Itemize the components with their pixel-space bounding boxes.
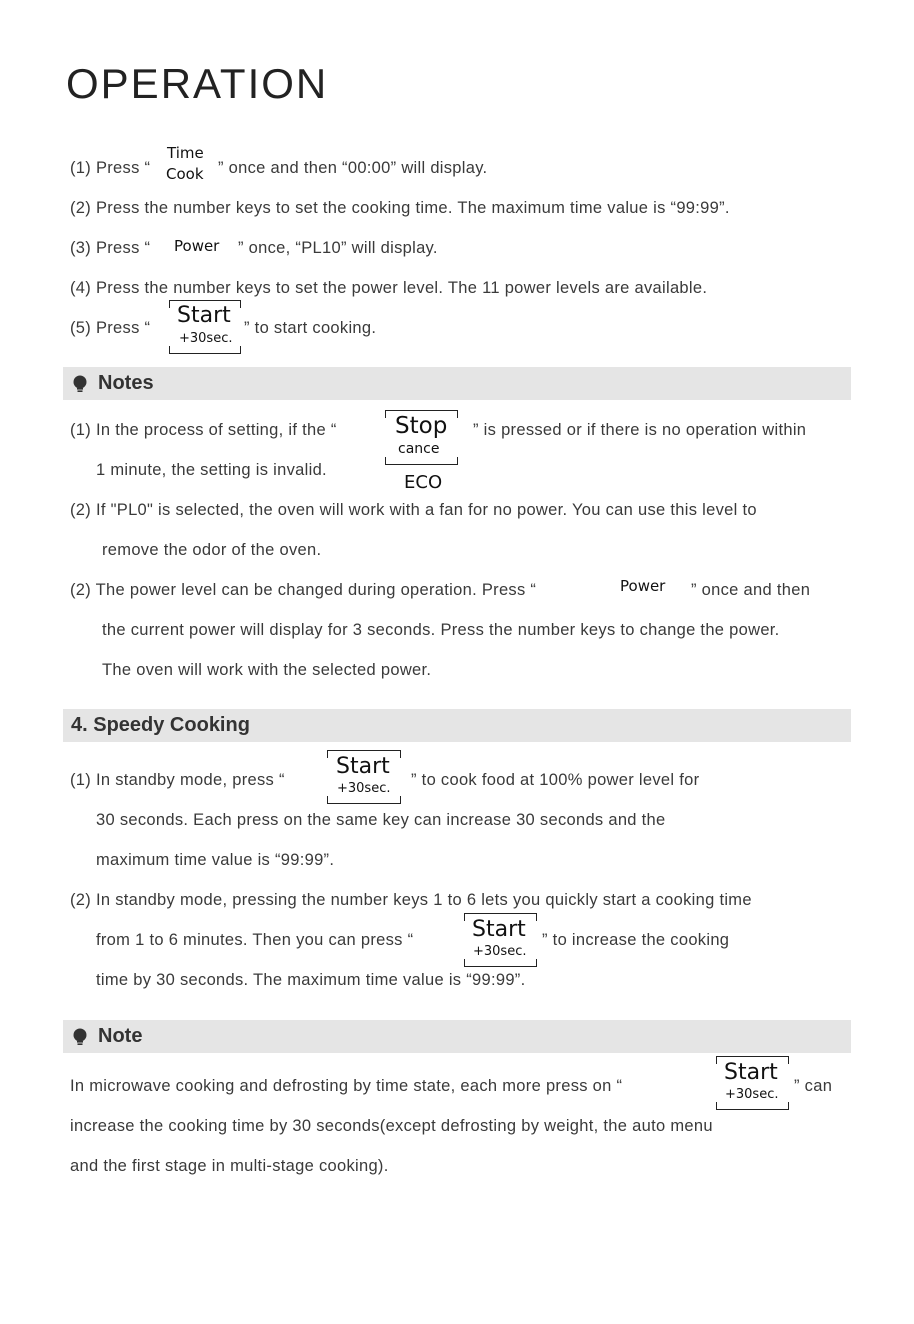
cancel-key-sublabel: cance — [398, 441, 440, 457]
note-heading: Note — [98, 1025, 143, 1047]
speedy-2: (2) In standby mode, pressing the number keys 1 to 6 lets you quickly start a cooking time — [70, 891, 752, 909]
step-5-prefix: (5) Press “ — [70, 319, 151, 337]
start-key-label: Start — [472, 917, 526, 942]
cook-key-bottom-label: Cook — [166, 165, 204, 183]
step-3-prefix: (3) Press “ — [70, 239, 151, 257]
note-3-suffix: ” once and then — [691, 581, 811, 599]
start-key-sublabel: +30sec. — [179, 331, 233, 346]
lightbulb-icon — [71, 1028, 89, 1046]
note-3-line-2: the current power will display for 3 seconds. Press the number keys to change the power. — [102, 621, 780, 639]
power-key-label: Power — [174, 237, 220, 255]
stop-key-label: Stop — [395, 413, 448, 439]
speedy-1-prefix: (1) In standby mode, press “ — [70, 771, 285, 789]
step-5-suffix: ” to start cooking. — [244, 319, 377, 337]
start-key-label: Start — [724, 1060, 778, 1085]
note-text-line-3: and the first stage in multi-stage cooking). — [70, 1157, 389, 1175]
note-text-line-2: increase the cooking time by 30 seconds(except defrosting by weight, the auto menu — [70, 1117, 713, 1135]
step-1-prefix: (1) Press “ — [70, 159, 151, 177]
start-key-sublabel: +30sec. — [725, 1087, 779, 1102]
start-key-label: Start — [177, 303, 231, 328]
speedy-cooking-heading: 4. Speedy Cooking — [71, 714, 250, 736]
notes-section-header — [63, 367, 851, 400]
note-2: (2) If "PL0" is selected, the oven will work with a fan for no power. You can use this level to — [70, 501, 757, 519]
notes-heading: Notes — [98, 372, 154, 394]
time-key-top-label: Time — [167, 144, 204, 162]
page-title: OPERATION — [66, 60, 329, 107]
note-3-prefix: (2) The power level can be changed during operation. Press “ — [70, 581, 537, 599]
start-key-label: Start — [336, 754, 390, 779]
note-text-suffix: ” can — [794, 1077, 833, 1095]
speedy-1-line-2: 30 seconds. Each press on the same key can increase 30 seconds and the — [96, 811, 666, 829]
note-1-continuation: 1 minute, the setting is invalid. — [96, 461, 327, 479]
speedy-1-suffix: ” to cook food at 100% power level for — [411, 771, 700, 789]
speedy-2-prefix: from 1 to 6 minutes. Then you can press “ — [96, 931, 414, 949]
step-3-suffix: ” once, “PL10” will display. — [238, 239, 438, 257]
note-text-prefix: In microwave cooking and defrosting by time state, each more press on “ — [70, 1077, 623, 1095]
note-1-prefix: (1) In the process of setting, if the “ — [70, 421, 337, 439]
note-section-header — [63, 1020, 851, 1053]
start-key-sublabel: +30sec. — [337, 781, 391, 796]
speedy-1-line-3: maximum time value is “99:99”. — [96, 851, 335, 869]
eco-key-label: ECO — [404, 472, 443, 493]
lightbulb-icon — [71, 375, 89, 393]
speedy-2-line-3: time by 30 seconds. The maximum time value is “99:99”. — [96, 971, 526, 989]
note-3-line-3: The oven will work with the selected power. — [102, 661, 432, 679]
step-4: (4) Press the number keys to set the power level. The 11 power levels are available. — [70, 279, 708, 297]
note-1-suffix: ” is pressed or if there is no operation within — [473, 421, 807, 439]
note-2-continuation: remove the odor of the oven. — [102, 541, 322, 559]
power-key-label-2: Power — [620, 577, 666, 595]
start-key-sublabel: +30sec. — [473, 944, 527, 959]
speedy-2-suffix: ” to increase the cooking — [542, 931, 730, 949]
step-2: (2) Press the number keys to set the cooking time. The maximum time value is “99:99”. — [70, 199, 730, 217]
step-1-suffix: ” once and then “00:00” will display. — [218, 159, 488, 177]
speedy-cooking-section-header — [63, 709, 851, 742]
